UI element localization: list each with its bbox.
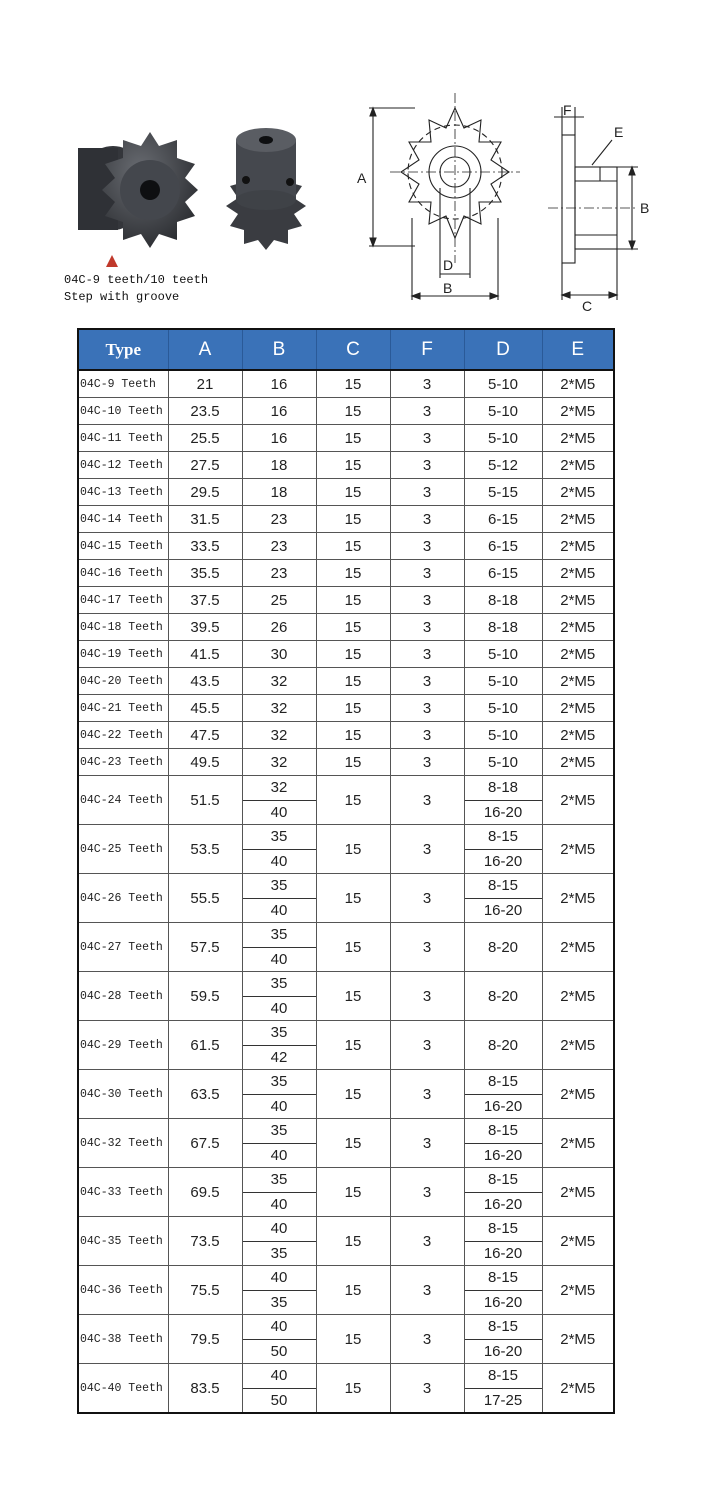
table-row [78, 1168, 614, 1217]
cell-b [242, 874, 316, 923]
cell-type: 04C-20 Teeth [78, 668, 168, 695]
cell-e: 2*M5 [542, 749, 614, 776]
cell-b: 25 [242, 587, 316, 614]
cell-e: 2*M5 [542, 560, 614, 587]
cell-a: 57.5 [168, 923, 242, 972]
cell-b: 16 [242, 398, 316, 425]
cell-a: 35.5 [168, 560, 242, 587]
cell-e: 2*M5 [542, 641, 614, 668]
cell-d: 5-10 [464, 749, 542, 776]
cell-f: 3 [390, 398, 464, 425]
cell-f: 3 [390, 776, 464, 825]
cell-type: 04C-12 Teeth [78, 452, 168, 479]
cell-b: 16 [242, 370, 316, 398]
cell-a: 79.5 [168, 1315, 242, 1364]
cell-c: 15 [316, 370, 390, 398]
table-row [78, 749, 614, 776]
table-row [78, 668, 614, 695]
cell-c: 15 [316, 1217, 390, 1266]
cell-b [242, 1168, 316, 1217]
cell-e: 2*M5 [542, 874, 614, 923]
cell-f: 3 [390, 1070, 464, 1119]
cell-d-value: 16-20 [465, 1094, 542, 1119]
cell-type: 04C-21 Teeth [78, 695, 168, 722]
cell-d-value: 16-20 [465, 1241, 542, 1266]
cell-a: 25.5 [168, 425, 242, 452]
cell-b-value: 35 [270, 1073, 288, 1091]
cell-b: 32 [242, 695, 316, 722]
cell-b: 32 [242, 668, 316, 695]
cell-a: 59.5 [168, 972, 242, 1021]
cell-f: 3 [390, 452, 464, 479]
cell-f: 3 [390, 533, 464, 560]
cell-f: 3 [390, 722, 464, 749]
cell-b [242, 1070, 316, 1119]
cell-a: 27.5 [168, 452, 242, 479]
cell-c: 15 [316, 587, 390, 614]
table-row [78, 1364, 614, 1414]
dim-label-b: B [443, 280, 453, 296]
cell-a: 31.5 [168, 506, 242, 533]
cell-type: 04C-17 Teeth [78, 587, 168, 614]
cell-b [242, 1266, 316, 1315]
dim-label-d: D [443, 257, 454, 273]
cell-d-value: 16-20 [465, 1339, 542, 1364]
cell-b: 23 [242, 560, 316, 587]
cell-e: 2*M5 [542, 479, 614, 506]
cell-b-value: 40 [270, 1269, 288, 1287]
cell-a: 55.5 [168, 874, 242, 923]
cell-b [242, 1315, 316, 1364]
cell-d-value: 8-15 [487, 1220, 519, 1238]
cell-a: 29.5 [168, 479, 242, 506]
cell-f: 3 [390, 425, 464, 452]
cell-e: 2*M5 [542, 533, 614, 560]
table-row [78, 1021, 614, 1070]
cell-f: 3 [390, 749, 464, 776]
cell-c: 15 [316, 1168, 390, 1217]
cell-c: 15 [316, 1021, 390, 1070]
cell-e: 2*M5 [542, 825, 614, 874]
cell-d-value: 16-20 [465, 1192, 542, 1217]
cell-d [464, 1266, 542, 1315]
cell-type: 04C-23 Teeth [78, 749, 168, 776]
header-a: A [168, 329, 242, 370]
cell-b-value: 35 [270, 828, 288, 846]
cell-b [242, 1364, 316, 1414]
cell-type: 04C-16 Teeth [78, 560, 168, 587]
spec-table [77, 328, 615, 1414]
cell-d [464, 1070, 542, 1119]
front-view-drawing [355, 88, 530, 310]
cell-f: 3 [390, 560, 464, 587]
cell-d: 5-10 [464, 695, 542, 722]
cell-d-value: 8-15 [487, 1073, 519, 1091]
cell-b: 16 [242, 425, 316, 452]
cell-type: 04C-30 Teeth [78, 1070, 168, 1119]
caption-line-1: 04C-9 teeth/10 teeth [64, 273, 209, 287]
cell-d: 5-10 [464, 668, 542, 695]
table-row [78, 923, 614, 972]
cell-c: 15 [316, 874, 390, 923]
cell-d-value: 16-20 [465, 1290, 542, 1315]
cell-a: 83.5 [168, 1364, 242, 1414]
table-row [78, 370, 614, 398]
cell-d-value: 8-15 [487, 1269, 519, 1287]
cell-b: 30 [242, 641, 316, 668]
cell-type: 04C-10 Teeth [78, 398, 168, 425]
cell-b-value: 35 [243, 1290, 316, 1315]
cell-a: 73.5 [168, 1217, 242, 1266]
cell-c: 15 [316, 695, 390, 722]
cell-f: 3 [390, 641, 464, 668]
cell-c: 15 [316, 825, 390, 874]
cell-d: 8-18 [464, 614, 542, 641]
table-row [78, 874, 614, 923]
cell-b-value: 40 [270, 1318, 288, 1336]
cell-d: 6-15 [464, 506, 542, 533]
cell-a: 33.5 [168, 533, 242, 560]
cell-type: 04C-26 Teeth [78, 874, 168, 923]
cell-b: 26 [242, 614, 316, 641]
cell-b-value: 35 [270, 877, 288, 895]
cell-d-value: 16-20 [465, 800, 542, 825]
table-row [78, 825, 614, 874]
header-type: Type [78, 329, 168, 370]
cell-c: 15 [316, 668, 390, 695]
cell-f: 3 [390, 1119, 464, 1168]
cell-d: 8-20 [464, 972, 542, 1021]
cell-d-value: 16-20 [465, 1143, 542, 1168]
cell-b: 23 [242, 533, 316, 560]
cell-d-value: 16-20 [465, 898, 542, 923]
table-row [78, 614, 614, 641]
cell-d-value: 8-18 [487, 779, 519, 797]
cell-d-value: 16-20 [465, 849, 542, 874]
cell-type: 04C-36 Teeth [78, 1266, 168, 1315]
cell-type: 04C-22 Teeth [78, 722, 168, 749]
table-row [78, 972, 614, 1021]
cell-f: 3 [390, 614, 464, 641]
cell-a: 49.5 [168, 749, 242, 776]
cell-f: 3 [390, 695, 464, 722]
cell-b-value: 35 [270, 975, 288, 993]
cell-a: 39.5 [168, 614, 242, 641]
cell-e: 2*M5 [542, 398, 614, 425]
cell-c: 15 [316, 506, 390, 533]
cell-c: 15 [316, 533, 390, 560]
cell-type: 04C-33 Teeth [78, 1168, 168, 1217]
cell-d: 5-15 [464, 479, 542, 506]
cell-c: 15 [316, 452, 390, 479]
cell-b: 32 [242, 749, 316, 776]
cell-c: 15 [316, 560, 390, 587]
cell-e: 2*M5 [542, 1364, 614, 1414]
dim-label-a: A [357, 170, 367, 186]
cell-e: 2*M5 [542, 695, 614, 722]
cell-f: 3 [390, 506, 464, 533]
cell-c: 15 [316, 1364, 390, 1414]
cell-e: 2*M5 [542, 1266, 614, 1315]
cell-f: 3 [390, 825, 464, 874]
cell-b [242, 825, 316, 874]
cell-b [242, 1021, 316, 1070]
cell-c: 15 [316, 776, 390, 825]
cell-type: 04C-9 Teeth [78, 370, 168, 398]
cell-e: 2*M5 [542, 1021, 614, 1070]
cell-b-value: 40 [243, 1143, 316, 1168]
header-e: E [542, 329, 614, 370]
cell-e: 2*M5 [542, 923, 614, 972]
cell-a: 21 [168, 370, 242, 398]
cell-d: 5-10 [464, 722, 542, 749]
cell-d: 5-12 [464, 452, 542, 479]
cell-f: 3 [390, 1168, 464, 1217]
cell-d [464, 1168, 542, 1217]
cell-b-value: 40 [270, 1367, 288, 1385]
cell-d [464, 1364, 542, 1414]
cell-e: 2*M5 [542, 425, 614, 452]
cell-b: 18 [242, 452, 316, 479]
cell-type: 04C-28 Teeth [78, 972, 168, 1021]
cell-type: 04C-27 Teeth [78, 923, 168, 972]
cell-e: 2*M5 [542, 1315, 614, 1364]
cell-type: 04C-11 Teeth [78, 425, 168, 452]
dim-label-c: C [582, 298, 593, 314]
cell-d-value: 8-15 [487, 1367, 519, 1385]
cell-f: 3 [390, 1364, 464, 1414]
cell-e: 2*M5 [542, 776, 614, 825]
cell-c: 15 [316, 923, 390, 972]
table-row [78, 776, 614, 825]
header-f: F [390, 329, 464, 370]
cell-e: 2*M5 [542, 506, 614, 533]
cell-e: 2*M5 [542, 370, 614, 398]
cell-b-value: 35 [270, 1171, 288, 1189]
cell-e: 2*M5 [542, 722, 614, 749]
table-row [78, 560, 614, 587]
header-b: B [242, 329, 316, 370]
header-d: D [464, 329, 542, 370]
cell-d: 6-15 [464, 533, 542, 560]
table-row [78, 722, 614, 749]
cell-b [242, 972, 316, 1021]
side-view-drawing [540, 95, 660, 315]
cell-d: 5-10 [464, 398, 542, 425]
cell-a: 67.5 [168, 1119, 242, 1168]
cell-c: 15 [316, 398, 390, 425]
cell-f: 3 [390, 874, 464, 923]
cell-e: 2*M5 [542, 1168, 614, 1217]
dim-label-e: E [614, 124, 624, 140]
cell-type: 04C-14 Teeth [78, 506, 168, 533]
cell-b-value: 40 [243, 1094, 316, 1119]
cell-c: 15 [316, 749, 390, 776]
cell-d-value: 8-15 [487, 828, 519, 846]
cell-c: 15 [316, 641, 390, 668]
cell-b-value: 35 [270, 1024, 288, 1042]
cell-b-value: 50 [243, 1388, 316, 1413]
table-row [78, 1119, 614, 1168]
cell-b-value: 35 [243, 1241, 316, 1266]
cell-a: 43.5 [168, 668, 242, 695]
cell-f: 3 [390, 923, 464, 972]
cell-b-value: 42 [243, 1045, 316, 1070]
cell-d: 5-10 [464, 370, 542, 398]
table-row [78, 452, 614, 479]
cell-type: 04C-15 Teeth [78, 533, 168, 560]
cell-a: 47.5 [168, 722, 242, 749]
cell-b-value: 40 [243, 947, 316, 972]
spec-table-body [78, 370, 614, 1413]
cell-d-value: 8-15 [487, 1122, 519, 1140]
cell-type: 04C-32 Teeth [78, 1119, 168, 1168]
cell-f: 3 [390, 1217, 464, 1266]
cell-d: 5-10 [464, 425, 542, 452]
cell-a: 23.5 [168, 398, 242, 425]
cell-b-value: 32 [270, 779, 288, 797]
cell-type: 04C-40 Teeth [78, 1364, 168, 1414]
cell-c: 15 [316, 1266, 390, 1315]
cell-b-value: 40 [243, 898, 316, 923]
cell-c: 15 [316, 1119, 390, 1168]
cell-b [242, 923, 316, 972]
caption-line-2: Step with groove [64, 290, 180, 304]
cell-c: 15 [316, 425, 390, 452]
cell-d-value: 17-25 [465, 1388, 542, 1413]
cell-d: 5-10 [464, 641, 542, 668]
photo-caption [64, 272, 208, 306]
dim-label-b-side: B [640, 200, 650, 216]
cell-d-value: 8-15 [487, 877, 519, 895]
table-row [78, 506, 614, 533]
cell-a: 51.5 [168, 776, 242, 825]
sprocket-photo-hub [210, 122, 322, 252]
cell-c: 15 [316, 722, 390, 749]
cell-b [242, 1119, 316, 1168]
cell-c: 15 [316, 972, 390, 1021]
cell-b-value: 40 [243, 996, 316, 1021]
table-row [78, 425, 614, 452]
cell-f: 3 [390, 972, 464, 1021]
cell-c: 15 [316, 614, 390, 641]
cell-d [464, 1119, 542, 1168]
table-row [78, 641, 614, 668]
cell-b-value: 40 [270, 1220, 288, 1238]
cell-d-value: 8-15 [487, 1318, 519, 1336]
cell-f: 3 [390, 370, 464, 398]
table-row [78, 398, 614, 425]
cell-b: 32 [242, 722, 316, 749]
cell-f: 3 [390, 668, 464, 695]
cell-type: 04C-29 Teeth [78, 1021, 168, 1070]
table-row [78, 695, 614, 722]
table-header-row [78, 329, 614, 370]
table-row [78, 1315, 614, 1364]
cell-c: 15 [316, 1315, 390, 1364]
cell-type: 04C-18 Teeth [78, 614, 168, 641]
cell-e: 2*M5 [542, 452, 614, 479]
cell-f: 3 [390, 1315, 464, 1364]
cell-e: 2*M5 [542, 1070, 614, 1119]
cell-d: 8-18 [464, 587, 542, 614]
cell-d [464, 776, 542, 825]
cell-d [464, 1217, 542, 1266]
cell-e: 2*M5 [542, 1119, 614, 1168]
cell-d: 8-20 [464, 1021, 542, 1070]
cell-a: 37.5 [168, 587, 242, 614]
cell-a: 75.5 [168, 1266, 242, 1315]
cell-type: 04C-38 Teeth [78, 1315, 168, 1364]
cell-a: 63.5 [168, 1070, 242, 1119]
cell-f: 3 [390, 1021, 464, 1070]
cell-b-value: 40 [243, 1192, 316, 1217]
cell-a: 41.5 [168, 641, 242, 668]
cell-d: 6-15 [464, 560, 542, 587]
cell-type: 04C-13 Teeth [78, 479, 168, 506]
dim-label-f: F [563, 102, 572, 118]
cell-e: 2*M5 [542, 587, 614, 614]
cell-d: 8-20 [464, 923, 542, 972]
cell-b-value: 40 [243, 800, 316, 825]
cell-e: 2*M5 [542, 668, 614, 695]
cell-type: 04C-24 Teeth [78, 776, 168, 825]
cell-type: 04C-35 Teeth [78, 1217, 168, 1266]
cell-c: 15 [316, 1070, 390, 1119]
cell-b-value: 50 [243, 1339, 316, 1364]
cell-f: 3 [390, 587, 464, 614]
cell-d [464, 825, 542, 874]
table-row [78, 1217, 614, 1266]
cell-a: 61.5 [168, 1021, 242, 1070]
table-row [78, 587, 614, 614]
cell-d-value: 8-15 [487, 1171, 519, 1189]
cell-b: 18 [242, 479, 316, 506]
cell-c: 15 [316, 479, 390, 506]
cell-a: 45.5 [168, 695, 242, 722]
cell-type: 04C-25 Teeth [78, 825, 168, 874]
cell-a: 53.5 [168, 825, 242, 874]
cell-d [464, 1315, 542, 1364]
cell-f: 3 [390, 1266, 464, 1315]
cell-a: 69.5 [168, 1168, 242, 1217]
cell-b-value: 35 [270, 1122, 288, 1140]
cell-e: 2*M5 [542, 1217, 614, 1266]
cell-b-value: 35 [270, 926, 288, 944]
cell-d [464, 874, 542, 923]
cell-e: 2*M5 [542, 972, 614, 1021]
pointer-marker [105, 254, 119, 268]
cell-e: 2*M5 [542, 614, 614, 641]
cell-type: 04C-19 Teeth [78, 641, 168, 668]
cell-b: 23 [242, 506, 316, 533]
table-row [78, 533, 614, 560]
cell-b [242, 1217, 316, 1266]
cell-b-value: 40 [243, 849, 316, 874]
cell-f: 3 [390, 479, 464, 506]
cell-b [242, 776, 316, 825]
sprocket-photo-angled [68, 118, 198, 258]
header-c: C [316, 329, 390, 370]
table-row [78, 1266, 614, 1315]
table-row [78, 1070, 614, 1119]
table-row [78, 479, 614, 506]
